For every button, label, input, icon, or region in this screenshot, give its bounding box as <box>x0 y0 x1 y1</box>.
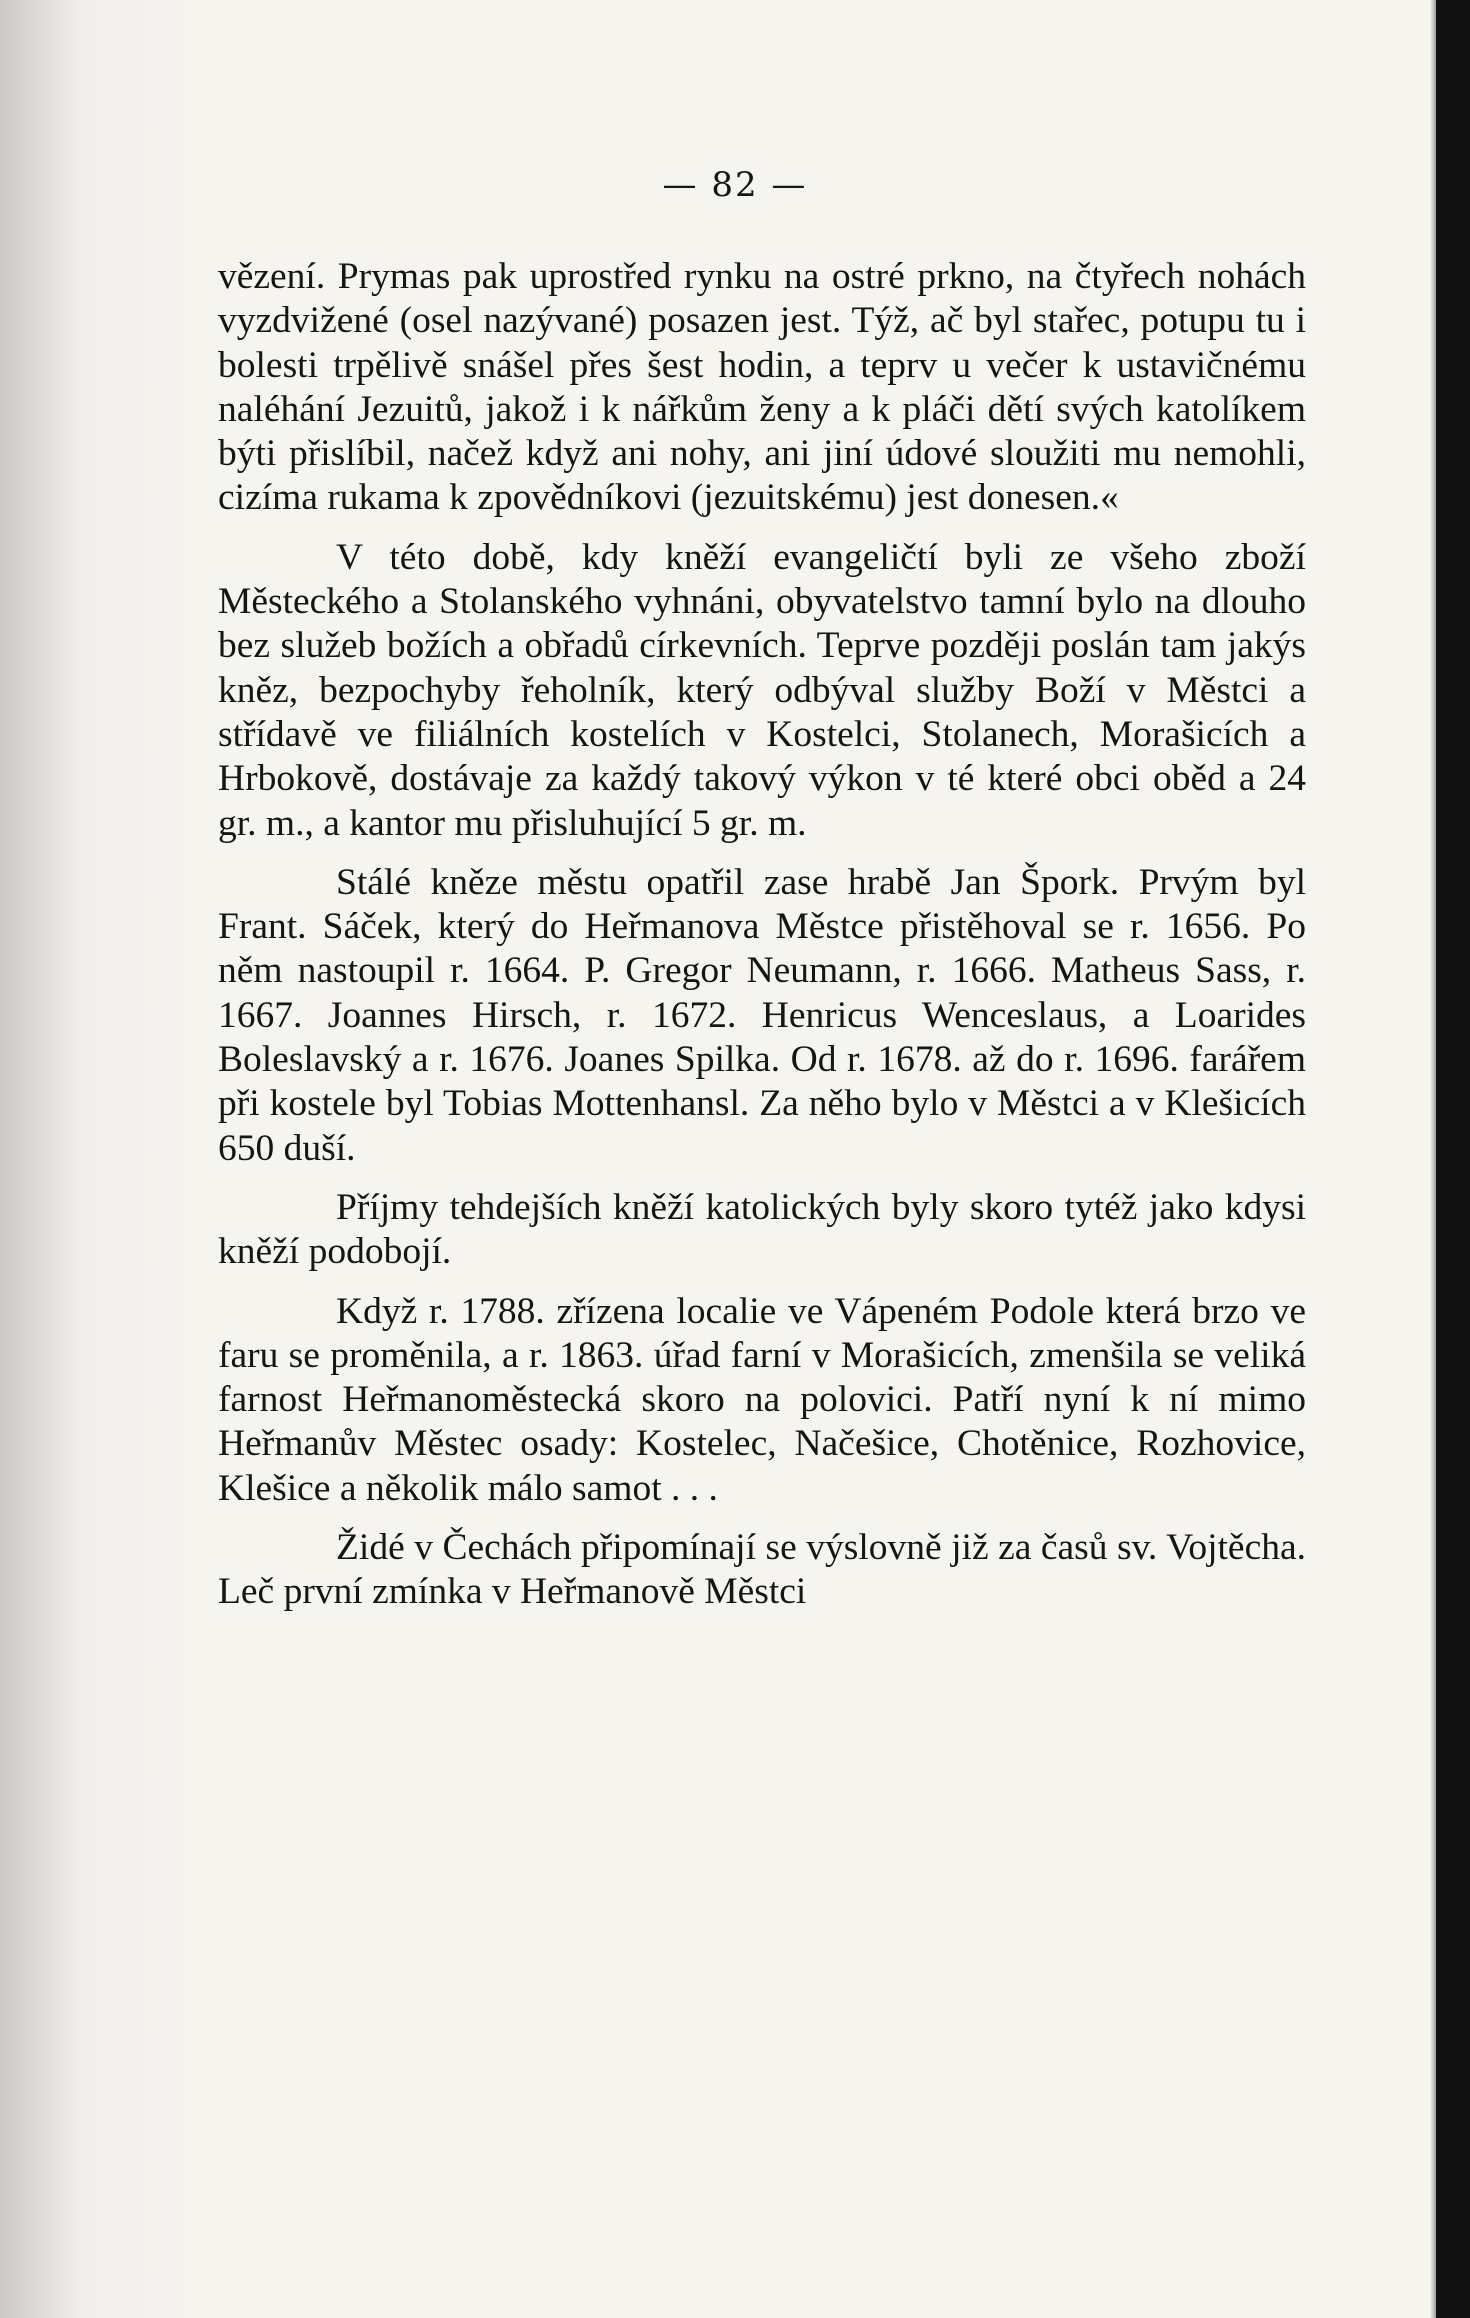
paragraph-1: vězení. Prymas pak uprostřed rynku na ostré prkno, na čtyřech nohách vyzdvižené (osel nazývané) posazen jest. Týž, ač byl stařec, potupu tu i bolesti trpělivě snášel přes šest hodin, a teprv u večer k ustavičnému naléhání Jezuitů, jakož i k nářkům ženy a k pláči dětí svých katolíkem býti přislíbil, načež když ani nohy, ani jiní údové sloužiti mu nemohli, cizíma rukama k zpovědníkovi (jezuitskému) jest donesen.« <box>218 256 1306 519</box>
paragraph-5: Když r. 1788. zřízena localie ve Vápeném Podole která brzo ve faru se proměnila, a r. 1863. úřad farní v Morašicích, zmenšila se veliká farnost Heřmanoměstecká skoro na polovici. Patří nyní k ní mimo Heřmanův Městec osady: Kostelec, Načešice, Chotěnice, Rozhovice, Klešice a několik málo samot . . . <box>218 1290 1306 1509</box>
paragraph-4: Příjmy tehdejších kněží katolických byly skoro tytéž jako kdysi kněží podobojí. <box>218 1186 1306 1273</box>
paragraph-3: Stálé kněze městu opatřil zase hrabě Jan Špork. Prvým byl Frant. Sáček, který do Heřmanova Městce přistěhoval se r. 1656. Po něm nastoupil r. 1664. P. Gregor Neumann, r. 1666. Matheus Sass, r. 1667. Joannes Hirsch, r. 1672. Henricus Wenceslaus, a Loarides Boleslavský a r. 1676. Joanes Spilka. Od r. 1678. až do r. 1696. farářem při kostele byl Tobias Mottenhansl. Za něho bylo v Městci a v Klešicích 650 duší. <box>218 861 1306 1169</box>
spine-shadow <box>0 0 200 2318</box>
body-text <box>218 255 1306 1630</box>
page-number: — 82 — <box>662 165 808 205</box>
page-edge-border <box>1436 0 1470 2318</box>
paragraph-2: V této době, kdy kněží evangeličtí byli ze všeho zboží Městeckého a Stolanského vyhnáni, obyvatelstvo tamní bylo na dlouho bez služeb božích a obřadů církevních. Teprve později poslán tam jakýs kněz, bezpochyby řeholník, který odbýval služby Boží v Městci a střídavě ve filiálních kostelích v Kostelci, Stolanech, Morašicích a Hrbokově, dostávaje za každý takový výkon v té které obci oběd a 24 gr. m., a kantor mu přisluhující 5 gr. m. <box>218 536 1306 844</box>
paragraph-6: Židé v Čechách připomínají se výslovně již za časů sv. Vojtěcha. Leč první zmínka v Heřmanově Městci <box>218 1527 1306 1613</box>
